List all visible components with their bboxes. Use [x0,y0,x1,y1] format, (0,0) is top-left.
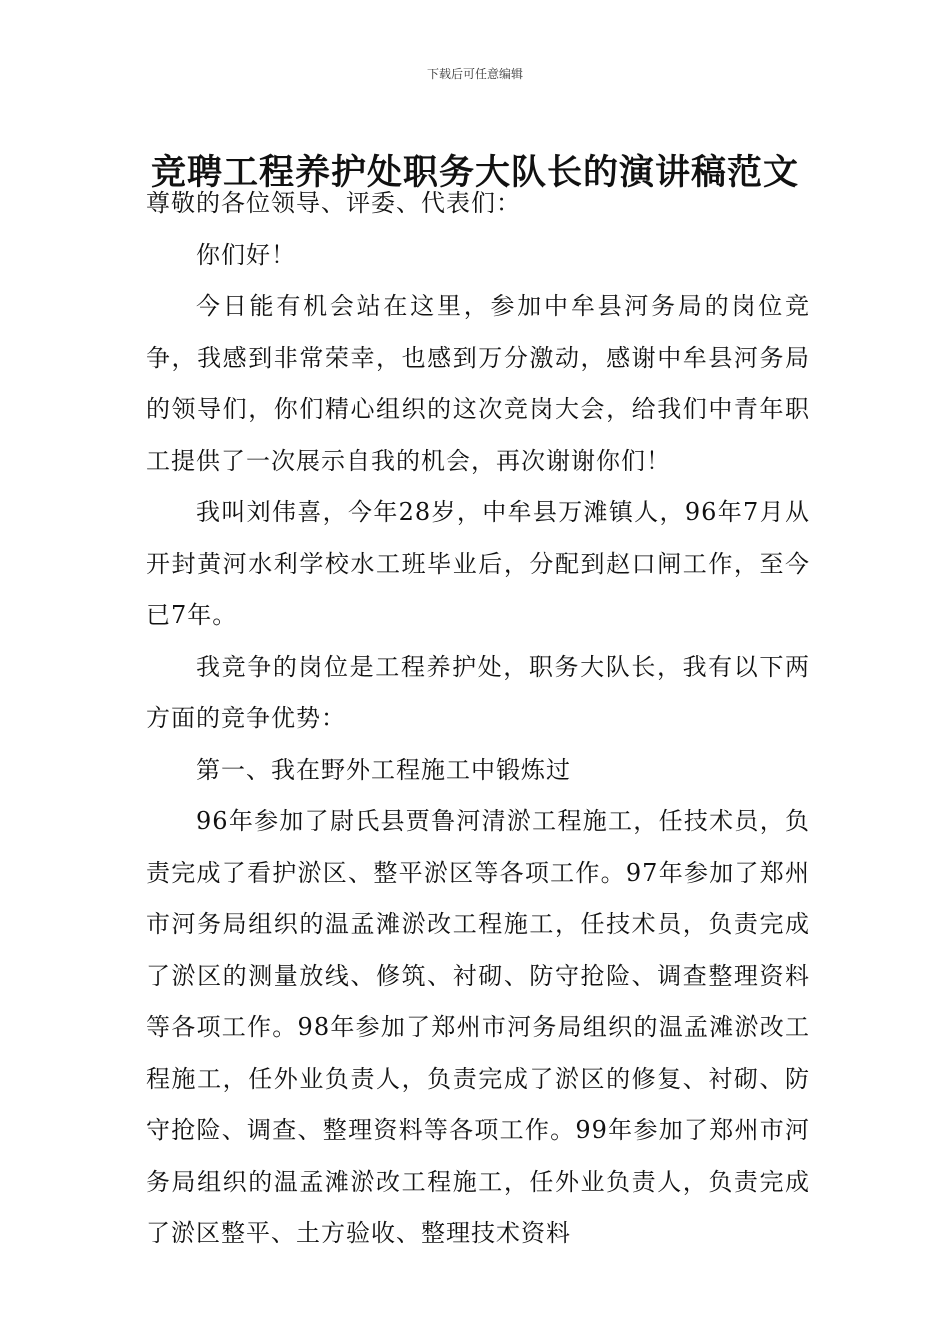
greeting-paragraph: 你们好！ [196,240,296,269]
introduction-paragraph: 我叫刘伟喜，今年28岁，中牟县万滩镇人，96年7月从开封黄河水利学校水工班毕业后，分配到赵口闸工作，至今已7年。 [146,498,810,629]
document-body [146,178,810,1260]
thanks-paragraph: 今日能有机会站在这里，参加中牟县河务局的岗位竞争，我感到非常荣幸，也感到万分激动，感谢中牟县河务局的领导们，你们精心组织的这次竞岗大会，给我们中青年职工提供了一次展示自我的机会，再次谢谢你们！ [146,292,810,475]
header-note: 下载后可任意编辑 [426,67,523,81]
salutation-paragraph: 尊敬的各位领导、评委、代表们： [146,189,521,217]
document-title: 竞聘工程养护处职务大队长的演讲稿范文 [150,153,799,194]
advantage-heading: 第一、我在野外工程施工中锻炼过 [196,755,571,784]
position-paragraph: 我竞争的岗位是工程养护处，职务大队长，我有以下两方面的竞争优势： [146,652,810,732]
experience-paragraph: 96年参加了尉氏县贾鲁河清淤工程施工，任技术员，负责完成了看护淤区、整平淤区等各项工作。97年参加了郑州市河务局组织的温孟滩淤改工程施工，任技术员，负责完成了淤区的测量放线、修筑、衬砌、防守抢险、调查整理资料等各项工作。98年参加了郑州市河务局组织的温孟滩淤改工程施工，任外业负责人，负责完成了淤区的修复、衬砌、防守抢险、调查、整理资料等各项工作。99年参加了郑州市河务局组织的温孟滩淤改工程施工，任外业负责人，负责完成了淤区整平、土方验收、整理技术资料 [146,807,810,1247]
